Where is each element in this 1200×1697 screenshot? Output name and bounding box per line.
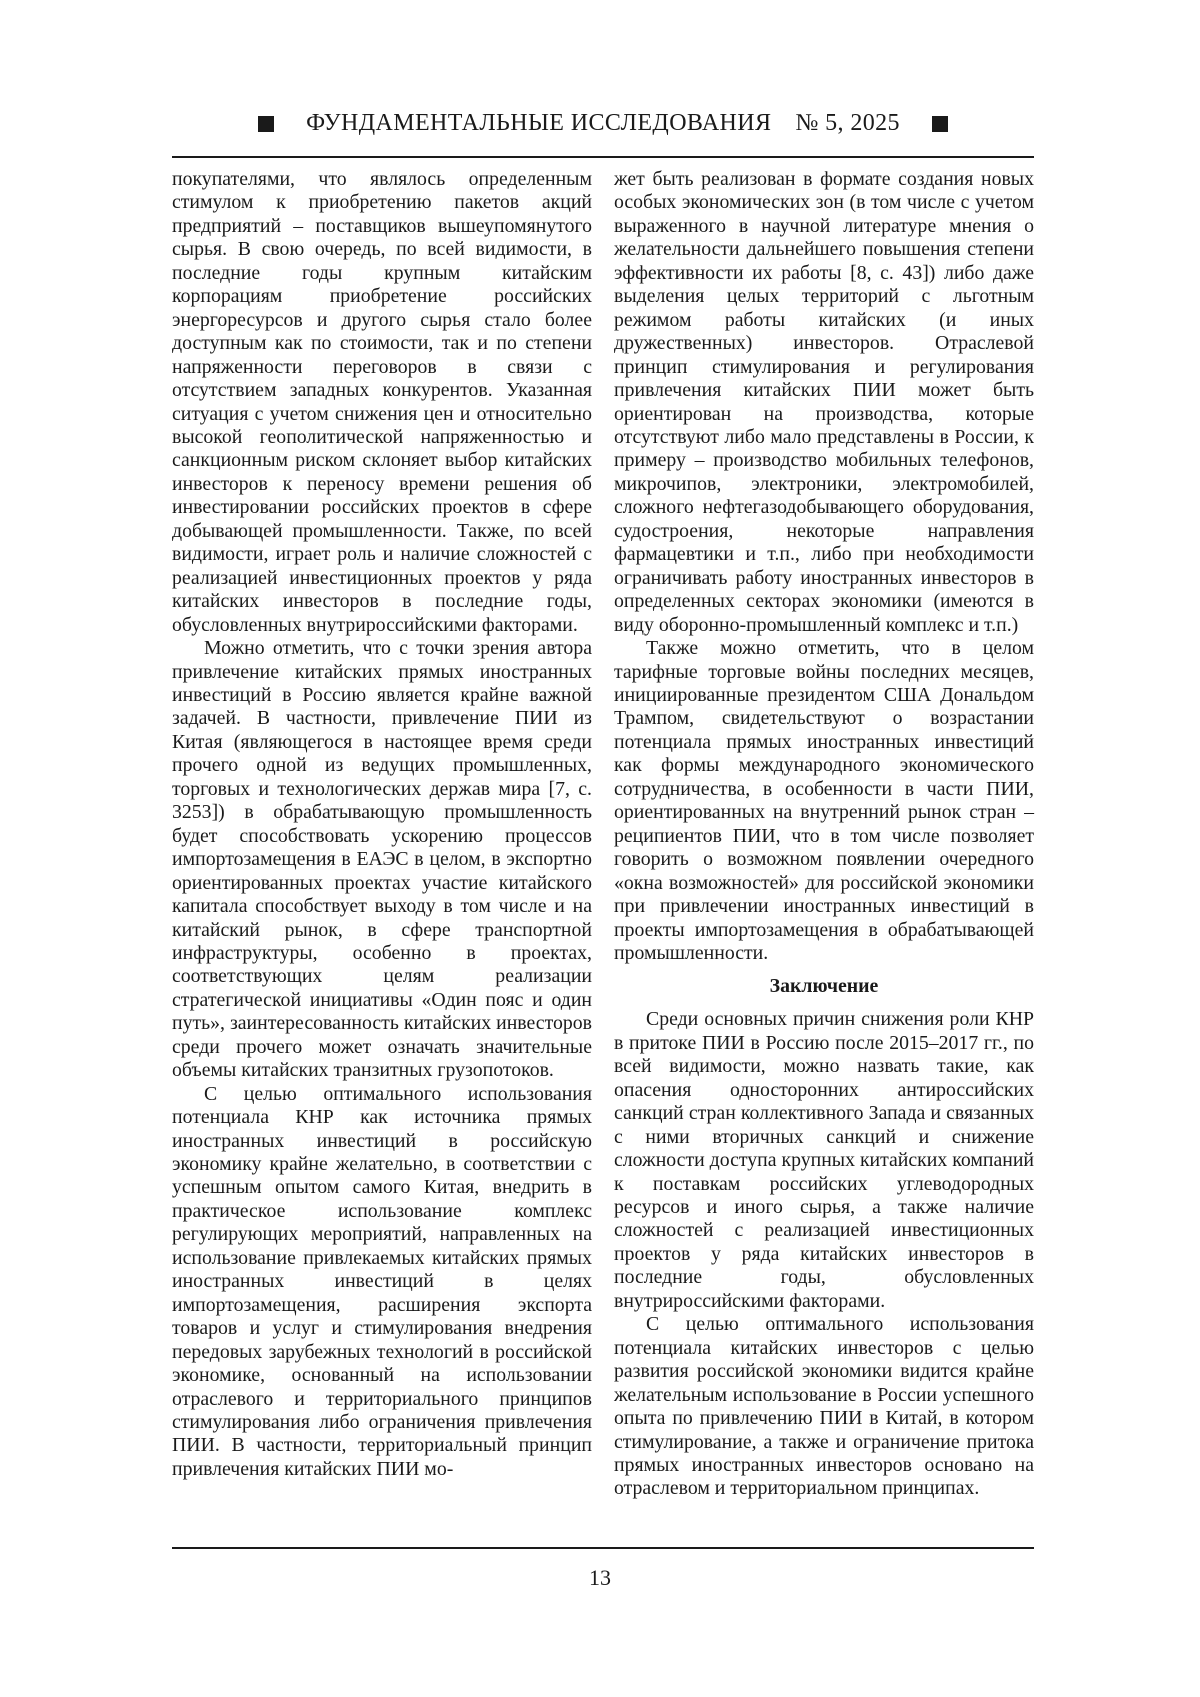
square-bullet-icon	[258, 116, 274, 132]
paragraph: С целью оптимального использования потенциала КНР как источника прямых иностранных инвестиций в российскую экономику крайне желательно, в соответствии с успешным опытом самого Китая, внедрить в практическое использование комплекс регулирующих мероприятий, направленных на использование привлекаемых китайских прямых иностранных инвестиций в целях импортозамещения, расширения экспорта товаров и услуг и стимулирования внедрения передовых зарубежных технологий в российской экономике, основанный на использовании отраслевого и территориального принципов стимулирования либо ограничения привлечения ПИИ. В частности, территориальный принцип привлечения китайских ПИИ мо-	[172, 1082, 592, 1480]
page-number: 13	[589, 1565, 611, 1590]
left-column	[172, 168, 592, 1481]
section-heading: Заключение	[769, 975, 879, 998]
running-header	[172, 110, 1034, 137]
paragraph: Среди основных причин снижения роли КНР в притоке ПИИ в Россию после 2015–2017 гг., по всей видимости, можно назвать такие, как опасения односторонних антироссийских санкций стран коллективного Запада и связанных с ними вторичных санкций и снижение сложности доступа крупных китайских компаний к поставкам российских углеводородных ресурсов и иного сырья, а также наличие сложностей с реализацией инвестиционных проектов у ряда китайских инвесторов в последние годы, обусловленных внутрироссийскими факторами.	[614, 1008, 1034, 1312]
journal-title: ФУНДАМЕНТАЛЬНЫЕ ИССЛЕДОВАНИЯ	[306, 110, 772, 136]
paragraph: С целью оптимального использования потенциала китайских инвесторов с целью развития российской экономики видится крайне желательным использование в России успешного опыта по привлечению ПИИ в Китай, в котором стимулирование, а также и ограничение притока прямых иностранных инвесторов основано на отраслевом и территориальном принципах.	[614, 1313, 1034, 1500]
paragraph: Можно отметить, что с точки зрения автора привлечение китайских прямых иностранных инвестиций в Россию является крайне важной задачей. В частности, привлечение ПИИ из Китая (являющегося в настоящее время среди прочего одной из ведущих промышленных, торговых и технологических держав мира [7, с. 3253]) в обрабатывающую промышленность будет способствовать ускорению процессов импортозамещения в ЕАЭС в целом, в экспортно ориентированных проектах участие китайского капитала способствует выходу в том числе и на китайский рынок, в сфере транспортной инфраструктуры, особенно в проектах, соответствующих целям реализации стратегической инициативы «Один пояс и один путь», заинтересованность китайских инвесторов среди прочего может означать значительные объемы китайских транзитных грузопотоков.	[172, 637, 592, 1082]
paragraph: покупателями, что являлось определенным стимулом к приобретению пакетов акций предприятий – поставщиков вышеупомянутого сырья. В свою очередь, по всей видимости, в последние годы крупным китайским корпорациям приобретение российских энергоресурсов и другого сырья стало более доступным как по стоимости, так и по степени напряженности переговоров в связи с отсутствием западных конкурентов. Указанная ситуация с учетом снижения цен и относительно высокой геополитической напряженностью и санкционным риском склоняет выбор китайских инвесторов к переносу времени решения об инвестировании российских проектов в сфере добывающей промышленности. Также, по всей видимости, играет роль и наличие сложностей с реализацией инвестиционных проектов у ряда китайских инвесторов в последние годы, обусловленных внутрироссийскими факторами.	[172, 168, 592, 636]
square-bullet-icon	[932, 116, 948, 132]
right-column	[614, 168, 1034, 1501]
paragraph: Также можно отметить, что в целом тарифные торговые войны последних месяцев, инициированные президентом США Дональдом Трампом, свидетельствуют о возрастании потенциала прямых иностранных инвестиций как формы международного экономического сотрудничества, в особенности в части ПИИ, ориентированных на внутренний рынок стран – реципиентов ПИИ, что в том числе позволяет говорить о возможном появлении очередного «окна возможностей» для российской экономики при привлечении иностранных инвестиций в проекты импортозамещения в обрабатывающей промышленности.	[614, 637, 1034, 964]
footer-divider	[172, 1547, 1034, 1549]
issue-number: № 5, 2025	[795, 110, 900, 136]
header-divider	[172, 156, 1034, 158]
paragraph: жет быть реализован в формате создания новых особых экономических зон (в том числе с учетом выраженного в научной литературе мнения о желательности дальнейшего повышения степени эффективности их работы [8, с. 43]) либо даже выделения целых территорий с льготным режимом работы китайских (и иных дружественных) инвесторов. Отраслевой принцип стимулирования и регулирования привлечения китайских ПИИ может быть ориентирован на производства, которые отсутствуют либо мало представлены в России, к примеру – производство мобильных телефонов, микрочипов, электроники, электромобилей, сложного нефтегазодобывающего оборудования, судостроения, некоторые направления фармацевтики и т.п., либо при необходимости ограничивать работу иностранных инвесторов в определенных секторах экономики (имеются в виду оборонно-промышленный комплекс и т.п.)	[614, 168, 1034, 636]
